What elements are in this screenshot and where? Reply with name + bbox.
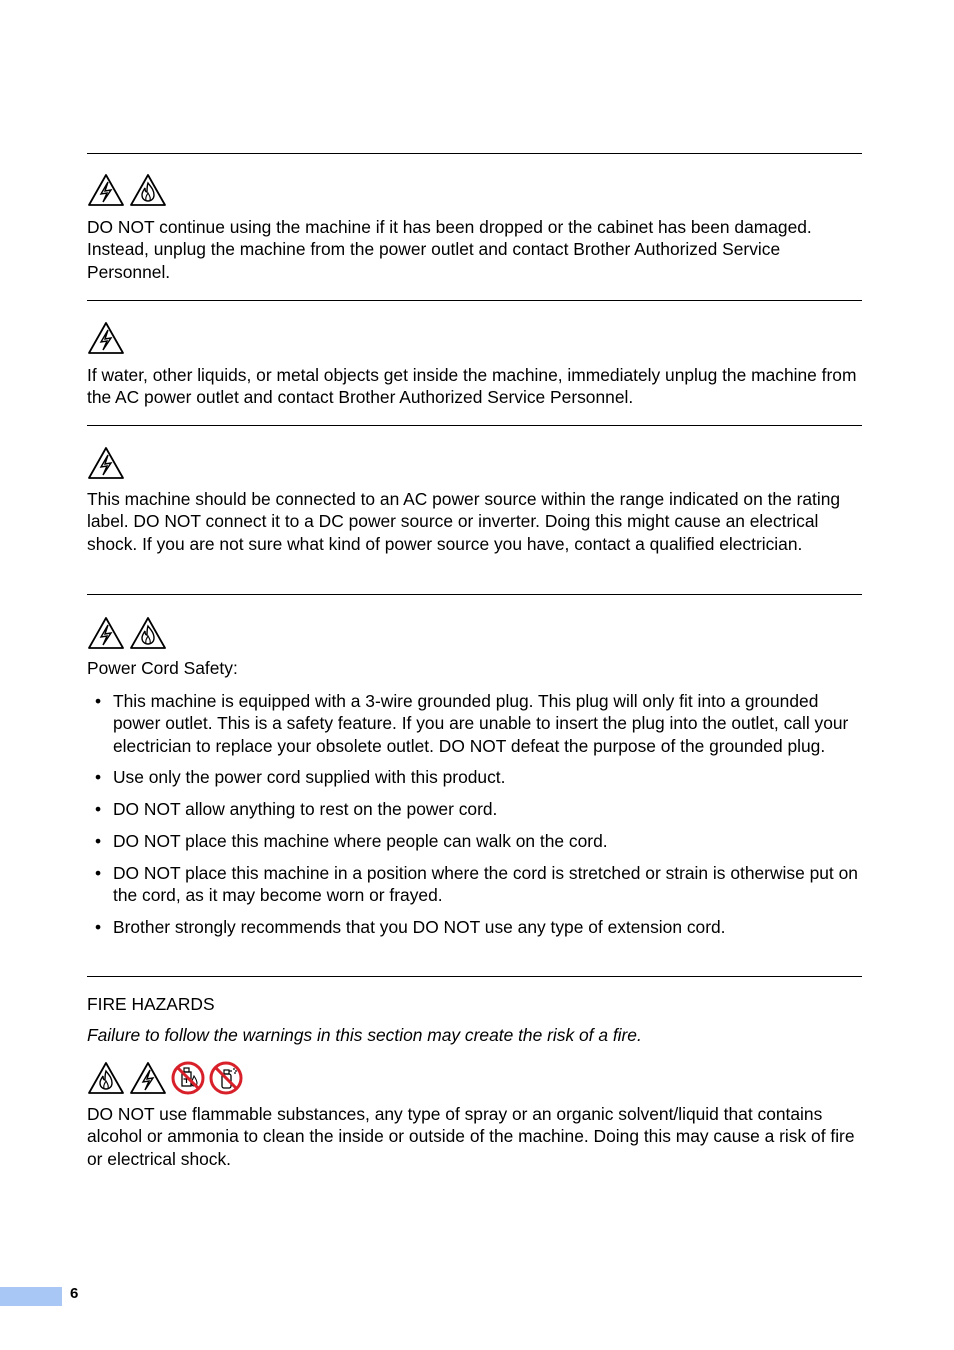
fire-warning-icon	[87, 1061, 125, 1095]
page-tab-marker	[0, 1287, 62, 1306]
bullet-marker: •	[95, 830, 102, 851]
list-item	[87, 766, 862, 788]
electric-shock-warning-icon	[87, 321, 125, 355]
section-divider	[87, 153, 862, 154]
list-item	[87, 830, 862, 852]
no-spray-icon	[209, 1061, 243, 1095]
list-item	[87, 916, 862, 938]
fire-warning-icon	[129, 616, 167, 650]
list-item-text: DO NOT place this machine in a position where the cord is stretched or strain is otherwise put on the cord, as it may become worn or frayed.	[113, 862, 858, 906]
fire-hazards-warning: Failure to follow the warnings in this section may create the risk of a fire.	[87, 1025, 642, 1045]
fire-hazards-heading: FIRE HAZARDS	[87, 994, 215, 1014]
section-divider	[87, 976, 862, 977]
warning-icons	[87, 321, 125, 355]
electric-shock-warning-icon	[87, 446, 125, 480]
section-divider	[87, 300, 862, 301]
list-item-text: Use only the power cord supplied with this product.	[113, 767, 506, 788]
warning-icons	[87, 616, 167, 650]
list-item-text: DO NOT allow anything to rest on the power cord.	[113, 799, 498, 820]
electric-shock-warning-icon	[87, 173, 125, 207]
electric-shock-warning-icon	[129, 1061, 167, 1095]
power-cord-intro: Power Cord Safety:	[87, 658, 238, 678]
warning-text: This machine should be connected to an AC power source within the range indicated on the rating label. DO NOT connect it to a DC power source or inverter. Doing this might cause an electrical shock. If you are not sure what kind of power source you have, contact a qualified electrician.	[87, 489, 841, 554]
warning-icons	[87, 1061, 243, 1095]
list-item	[87, 862, 862, 907]
warning-text: DO NOT continue using the machine if it has been dropped or the cabinet has been damaged. Instead, unplug the machine from the power outlet and contact Brother Authorized Service Personnel.	[87, 217, 812, 282]
power-cord-list	[87, 690, 862, 948]
list-item-text: DO NOT place this machine where people can walk on the cord.	[113, 830, 608, 851]
electric-shock-warning-icon	[87, 616, 125, 650]
warning-text: If water, other liquids, or metal objects get inside the machine, immediately unplug the machine from the AC power outlet and contact Brother Authorized Service Personnel.	[87, 365, 857, 408]
bullet-marker: •	[95, 862, 102, 883]
fire-hazards-text: DO NOT use flammable substances, any type of spray or an organic solvent/liquid that contains alcohol or ammonia to clean the inside or outside of the machine. Doing this may cause a risk of fire or electrical shock.	[87, 1104, 855, 1169]
list-item	[87, 690, 862, 757]
list-item	[87, 798, 862, 820]
section-divider	[87, 425, 862, 426]
bullet-marker: •	[95, 799, 102, 820]
list-item-text: This machine is equipped with a 3-wire grounded plug. This plug will only fit into a grounded power outlet. This is a safety feature. If you are unable to insert the plug into the outlet, call your electrician to replace your obsolete outlet. DO NOT defeat the purpose of the grounded plug.	[113, 691, 849, 756]
list-item-text: Brother strongly recommends that you DO NOT use any type of extension cord.	[113, 916, 726, 937]
page-number: 6	[70, 1285, 79, 1302]
section-divider	[87, 594, 862, 595]
fire-warning-icon	[129, 173, 167, 207]
warning-icons	[87, 446, 125, 480]
warning-icons	[87, 173, 167, 207]
bullet-marker: •	[95, 916, 102, 937]
bullet-marker: •	[95, 767, 102, 788]
no-flammable-substances-icon	[171, 1061, 205, 1095]
bullet-marker: •	[95, 691, 102, 711]
